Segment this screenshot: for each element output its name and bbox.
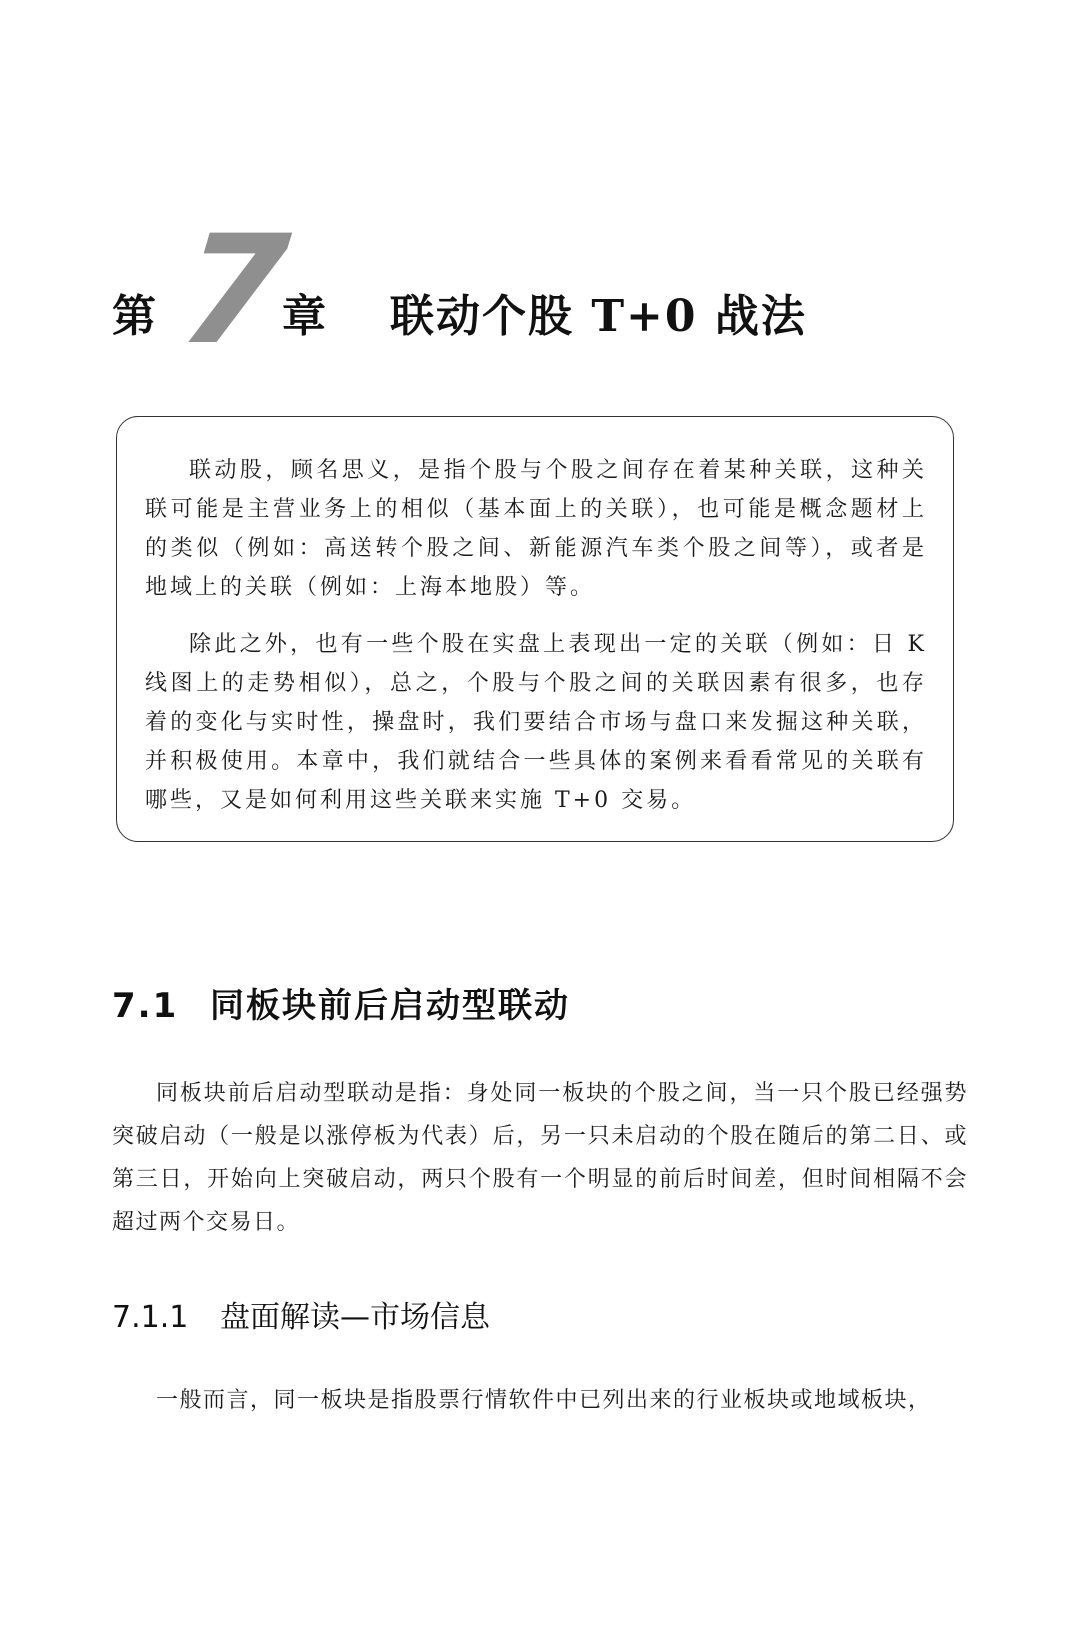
section-paragraph: 同板块前后启动型联动是指：身处同一板块的个股之间，当一只个股已经强势突破启动（一般是以涨停板为代表）后，另一只未启动的个股在随后的第二日、或第三日，开始向上突破启动，两只个股有一个明显的前后时间差，但时间相隔不会超过两个交易日。 bbox=[112, 1081, 968, 1235]
subsection-heading bbox=[112, 1292, 490, 1336]
section-title: 同板块前后启动型联动 bbox=[210, 986, 570, 1026]
chapter-suffix: 章 bbox=[282, 291, 328, 342]
chapter-number: 7 bbox=[172, 204, 296, 378]
subsection-paragraph: 一般而言，同一板块是指股票行情软件中已列出来的行业板块或地域板块， bbox=[156, 1388, 932, 1413]
section-number: 7.1 bbox=[112, 986, 179, 1026]
chapter-title: 联动个股 T+0 战法 bbox=[390, 291, 807, 342]
chapter-prefix: 第 bbox=[112, 291, 158, 342]
chapter-heading bbox=[112, 204, 972, 378]
subsection-title: 盘面解读—市场信息 bbox=[220, 1300, 490, 1335]
chapter-intro-box bbox=[116, 416, 954, 842]
section-heading bbox=[112, 978, 570, 1027]
intro-paragraph: 除此之外，也有一些个股在实盘上表现出一定的关联（例如：日 K 线图上的走势相似），总之，个股与个股之间的关联因素有很多，也存着的变化与实时性，操盘时，我们要结合市场与盘口来发掘这种关联，并积极使用。本章中，我们就结合一些具体的案例来看看常见的关联有哪些，又是如何利用这些关联来实施 T+0 交易。 bbox=[145, 632, 927, 813]
subsection-number: 7.1.1 bbox=[112, 1300, 189, 1335]
intro-paragraph: 联动股，顾名思义，是指个股与个股之间存在着某种关联，这种关联可能是主营业务上的相似（基本面上的关联），也可能是概念题材上的类似（例如：高送转个股之间、新能源汽车类个股之间等），或者是地域上的关联（例如：上海本地股）等。 bbox=[145, 458, 927, 600]
